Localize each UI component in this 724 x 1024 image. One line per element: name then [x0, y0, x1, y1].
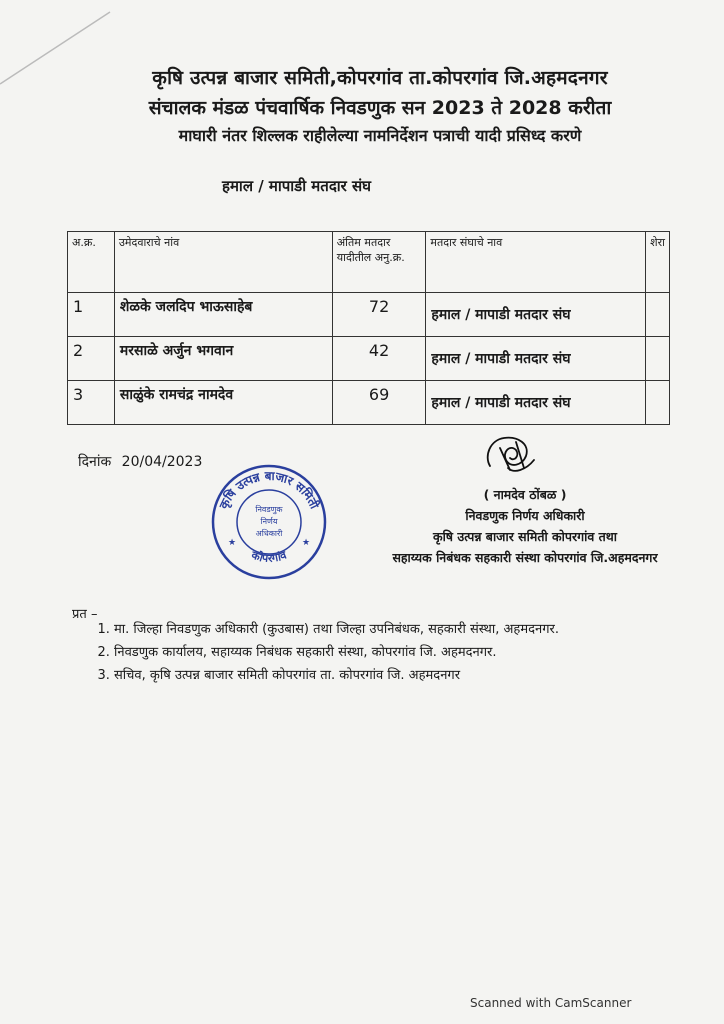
title-line-2: संचालक मंडळ पंचवार्षिक निवडणुक सन 2023 ते 2028 करीता	[148, 97, 612, 119]
signature-block	[350, 484, 700, 568]
cell-voter-no: 72	[332, 293, 426, 337]
official-seal	[210, 463, 328, 581]
constituency-title: हमाल / मापाडी मतदार संघ	[222, 177, 372, 195]
seal-inner-1: निवडणुक	[255, 505, 283, 514]
cell-remark	[646, 293, 670, 337]
cell-name: मरसाळे अर्जुन भगवान	[114, 337, 332, 381]
cell-name: शेळके जलदिप भाऊसाहेब	[114, 293, 332, 337]
seal-inner-2: निर्णय	[260, 517, 278, 526]
svg-text:कोपरगांव	[249, 547, 289, 565]
cell-constituency: हमाल / मापाडी मतदार संघ	[426, 381, 646, 425]
cell-remark	[646, 337, 670, 381]
cell-sr: 1	[68, 293, 115, 337]
cell-name: साळुंके रामचंद्र नामदेव	[114, 381, 332, 425]
signatory-org-2: सहाय्यक निबंधक सहकारी संस्था कोपरगांव जि.अहमदनगर	[392, 550, 658, 565]
list-item: 3. सचिव, कृषि उत्पन्न बाजार समिती कोपरगांव ता. कोपरगांव जि. अहमदनगर	[114, 664, 704, 687]
table-row	[68, 381, 670, 425]
table-header-row	[68, 232, 670, 293]
cell-voter-no: 69	[332, 381, 426, 425]
seal-outer-text: कृषि उत्पन्न बाजार समिती	[216, 468, 322, 512]
list-item: 2. निवडणुक कार्यालय, सहाय्यक निबंधक सहकारी संस्था, कोपरगांव जि. अहमदनगर.	[114, 641, 704, 664]
signatory-designation: निवडणुक निर्णय अधिकारी	[465, 508, 585, 523]
signatory-name: ( नामदेव ठोंबळ )	[483, 487, 567, 502]
header-name: उमेदवाराचे नांव	[114, 232, 332, 293]
title-line-1: कृषि उत्पन्न बाजार समिती,कोपरगांव ता.कोपरगांव जि.अहमदनगर	[152, 67, 608, 89]
cell-sr: 3	[68, 381, 115, 425]
table-row	[68, 293, 670, 337]
header-remark: शेरा	[646, 232, 670, 293]
seal-bottom-text: कोपरगांव	[249, 548, 289, 565]
header-sr: अ.क्र.	[68, 232, 115, 293]
copies-label: प्रत –	[72, 607, 98, 622]
cell-sr: 2	[68, 337, 115, 381]
handwritten-signature	[480, 430, 540, 478]
seal-inner-3: अधिकारी	[255, 529, 283, 538]
copies-list	[88, 618, 704, 687]
date-value: 20/04/2023	[121, 454, 203, 470]
date-label: दिनांक	[78, 454, 112, 470]
signatory-org-1: कृषि उत्पन्न बाजार समिती कोपरगांव तथा	[432, 529, 618, 544]
cell-constituency: हमाल / मापाडी मतदार संघ	[426, 337, 646, 381]
cell-voter-no: 42	[332, 337, 426, 381]
header-constituency: मतदार संघाचे नाव	[426, 232, 646, 293]
seal-star-left: ★	[228, 538, 237, 548]
header-voter-no: अंतिम मतदार यादीतील अनु.क्र.	[332, 232, 426, 293]
seal-star-right: ★	[302, 538, 311, 548]
candidate-table	[67, 231, 670, 425]
cell-constituency: हमाल / मापाडी मतदार संघ	[426, 293, 646, 337]
scanner-footer: Scanned with CamScanner	[470, 996, 632, 1010]
table-row	[68, 337, 670, 381]
date-line	[72, 452, 202, 471]
cell-remark	[646, 381, 670, 425]
list-item: 1. मा. जिल्हा निवडणुक अधिकारी (कुउबास) तथा जिल्हा उपनिबंधक, सहकारी संस्था, अहमदनगर.	[114, 618, 704, 641]
title-line-3: माघारी नंतर शिल्लक राहीलेल्या नामनिर्देशन पत्राची यादी प्रसिध्द करणे	[178, 126, 582, 145]
